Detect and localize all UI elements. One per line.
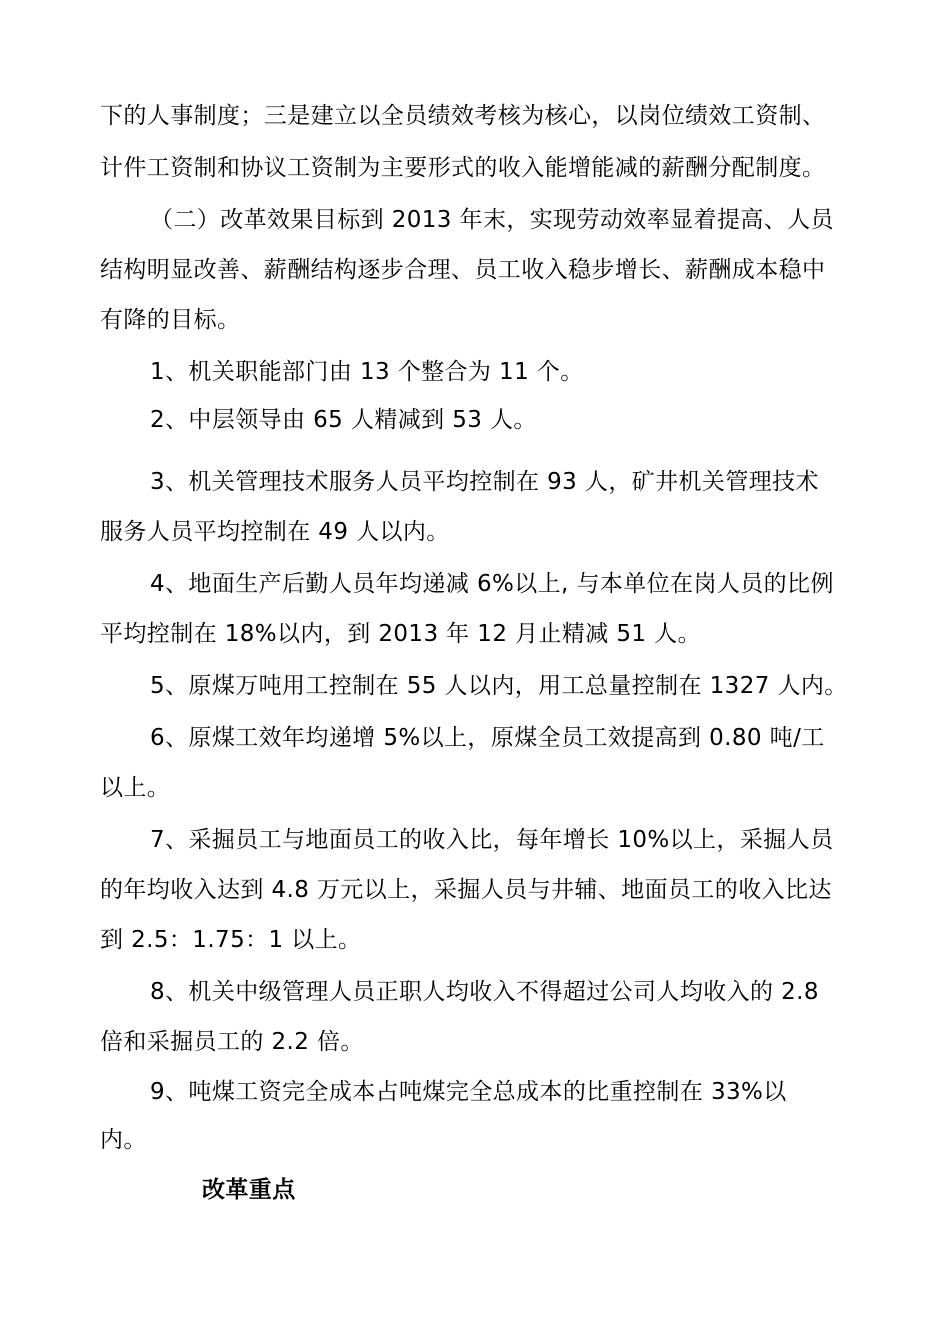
text-line: 到 2.5：1.75：1 以上。: [100, 927, 362, 953]
section-heading: 改革重点: [202, 1177, 296, 1203]
text-line: 的年均收入达到 4.8 万元以上，采掘人员与井辅、地面员工的收入比达: [100, 877, 832, 903]
text-line: 倍和采掘员工的 2.2 倍。: [100, 1029, 364, 1055]
text-line: 内。: [100, 1127, 147, 1153]
text-line: 结构明显改善、薪酬结构逐步合理、员工收入稳步增长、薪酬成本稳中: [100, 257, 826, 283]
text-line: 2、中层领导由 65 人精减到 53 人。: [150, 407, 537, 433]
text-line: 9、吨煤工资完全成本占吨煤完全总成本的比重控制在 33%以: [150, 1079, 787, 1105]
text-line: 平均控制在 18%以内，到 2013 年 12 月止精减 51 人。: [100, 621, 701, 647]
text-line: （二）改革效果目标到 2013 年末，实现劳动效率显着提高、人员: [150, 207, 834, 233]
text-line: 1、机关职能部门由 13 个整合为 11 个。: [150, 359, 584, 385]
text-line: 有降的目标。: [100, 307, 241, 333]
text-line: 3、机关管理技术服务人员平均控制在 93 人，矿井机关管理技术: [150, 469, 819, 495]
text-line: 下的人事制度；三是建立以全员绩效考核为核心，以岗位绩效工资制、: [100, 103, 826, 129]
text-line: 以上。: [100, 775, 171, 801]
text-line: 4、地面生产后勤人员年均递减 6%以上, 与本单位在岗人员的比例: [150, 571, 834, 597]
text-line: 计件工资制和协议工资制为主要形式的收入能增能减的薪酬分配制度。: [100, 155, 826, 181]
text-line: 8、机关中级管理人员正职人均收入不得超过公司人均收入的 2.8: [150, 979, 819, 1005]
text-line: 6、原煤工效年均递增 5%以上，原煤全员工效提高到 0.80 吨/工: [150, 725, 825, 751]
text-line: 服务人员平均控制在 49 人以内。: [100, 519, 450, 545]
text-line: 5、原煤万吨用工控制在 55 人以内，用工总量控制在 1327 人内。: [150, 673, 848, 699]
text-line: 7、采掘员工与地面员工的收入比，每年增长 10%以上，采掘人员: [150, 827, 834, 853]
